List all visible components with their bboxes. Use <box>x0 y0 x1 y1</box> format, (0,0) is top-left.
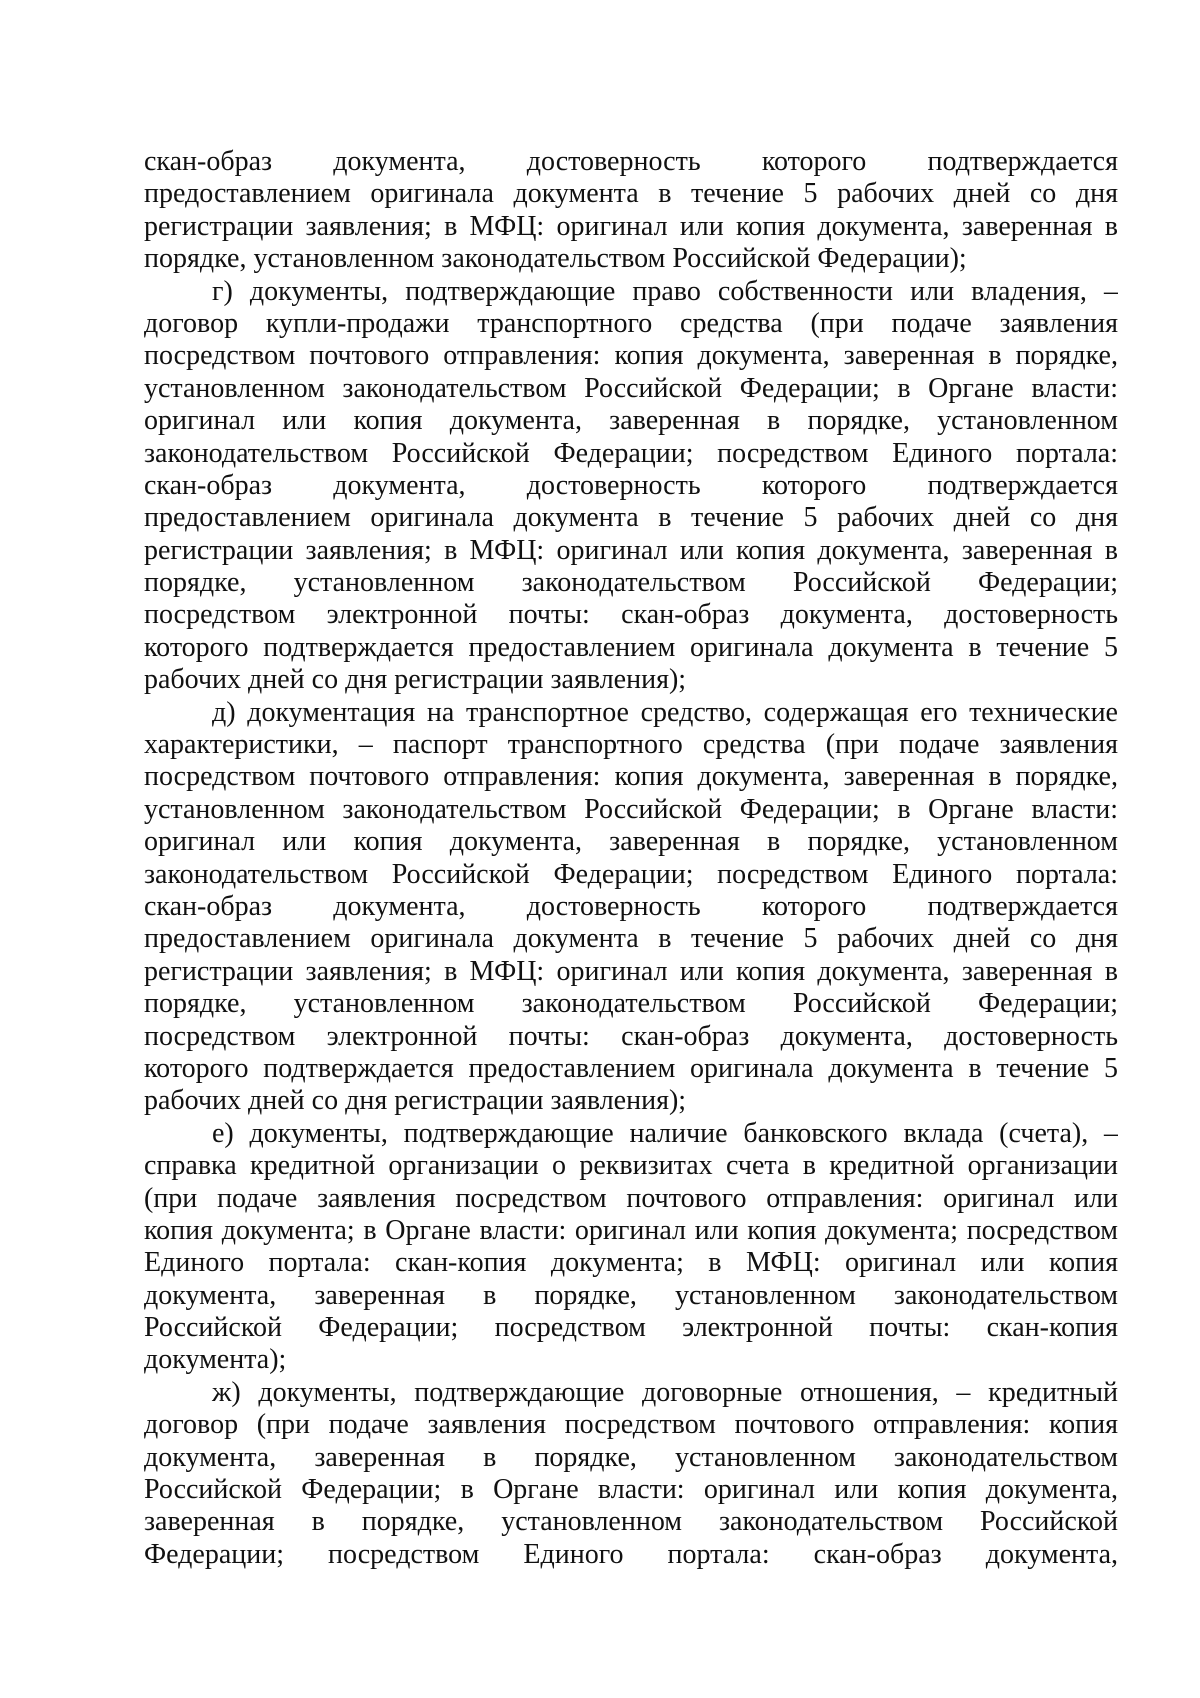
text-line: документа); <box>144 1344 287 1376</box>
text-line: копия документа; в Органе власти: оригинал или копия документа; посредством <box>144 1214 1118 1246</box>
text-line: Федерации; посредством Единого портала: скан-образ документа, <box>144 1538 1118 1570</box>
text-line: договор купли-продажи транспортного средства (при подаче заявления <box>144 307 1118 339</box>
text-line: е) документы, подтверждающие наличие банковского вклада (счета), – <box>212 1117 1118 1149</box>
text-line: которого подтверждается предоставлением оригинала документа в течение 5 <box>144 631 1118 663</box>
text-line: регистрации заявления; в МФЦ: оригинал или копия документа, заверенная в <box>144 955 1118 987</box>
text-line: посредством почтового отправления: копия документа, заверенная в порядке, <box>144 761 1118 793</box>
text-line: предоставлением оригинала документа в течение 5 рабочих дней со дня <box>144 923 1118 955</box>
text-line: порядке, установленном законодательством Российской Федерации; <box>144 567 1118 599</box>
text-line: предоставлением оригинала документа в течение 5 рабочих дней со дня <box>144 178 1118 210</box>
text-line: посредством электронной почты: скан-образ документа, достоверность <box>144 599 1118 631</box>
text-line: скан-образ документа, достоверность которого подтверждается <box>144 469 1118 501</box>
text-line: справка кредитной организации о реквизитах счета в кредитной организации <box>144 1150 1118 1182</box>
text-line: Российской Федерации; посредством электронной почты: скан-копия <box>144 1312 1118 1344</box>
text-line: регистрации заявления; в МФЦ: оригинал или копия документа, заверенная в <box>144 534 1118 566</box>
text-line: установленном законодательством Российской Федерации; в Органе власти: <box>144 793 1118 825</box>
text-line: д) документация на транспортное средство, содержащая его технические <box>212 696 1118 728</box>
text-line: порядке, установленном законодательством Российской Федерации); <box>144 243 967 275</box>
text-line: которого подтверждается предоставлением оригинала документа в течение 5 <box>144 1052 1118 1084</box>
document-body <box>144 146 1118 1571</box>
text-line: посредством электронной почты: скан-образ документа, достоверность <box>144 1020 1118 1052</box>
text-line: заверенная в порядке, установленном законодательством Российской <box>144 1506 1118 1538</box>
text-line: законодательством Российской Федерации; посредством Единого портала: <box>144 858 1118 890</box>
text-line: документа, заверенная в порядке, установленном законодательством <box>144 1441 1118 1473</box>
text-line: характеристики, – паспорт транспортного средства (при подаче заявления <box>144 729 1118 761</box>
text-line: Российской Федерации; в Органе власти: оригинал или копия документа, <box>144 1474 1118 1506</box>
text-line: законодательством Российской Федерации; посредством Единого портала: <box>144 437 1118 469</box>
text-line: договор (при подаче заявления посредством почтового отправления: копия <box>144 1409 1118 1441</box>
text-line: скан-образ документа, достоверность которого подтверждается <box>144 146 1118 177</box>
text-line: документа, заверенная в порядке, установленном законодательством <box>144 1279 1118 1311</box>
text-line: предоставлением оригинала документа в течение 5 рабочих дней со дня <box>144 502 1118 534</box>
text-line: оригинал или копия документа, заверенная в порядке, установленном <box>144 826 1118 858</box>
text-line: рабочих дней со дня регистрации заявления); <box>144 1085 687 1117</box>
text-line: скан-образ документа, достоверность которого подтверждается <box>144 890 1118 922</box>
text-line: Единого портала: скан-копия документа; в МФЦ: оригинал или копия <box>144 1247 1118 1279</box>
text-line: (при подаче заявления посредством почтового отправления: оригинал или <box>144 1182 1118 1214</box>
text-line: г) документы, подтверждающие право собственности или владения, – <box>212 275 1118 307</box>
text-line: регистрации заявления; в МФЦ: оригинал или копия документа, заверенная в <box>144 210 1118 242</box>
text-line: ж) документы, подтверждающие договорные отношения, – кредитный <box>212 1376 1118 1408</box>
text-line: оригинал или копия документа, заверенная в порядке, установленном <box>144 405 1118 437</box>
text-line: посредством почтового отправления: копия документа, заверенная в порядке, <box>144 340 1118 372</box>
text-line: порядке, установленном законодательством Российской Федерации; <box>144 988 1118 1020</box>
text-line: установленном законодательством Российской Федерации; в Органе власти: <box>144 372 1118 404</box>
text-line: рабочих дней со дня регистрации заявления); <box>144 664 687 696</box>
